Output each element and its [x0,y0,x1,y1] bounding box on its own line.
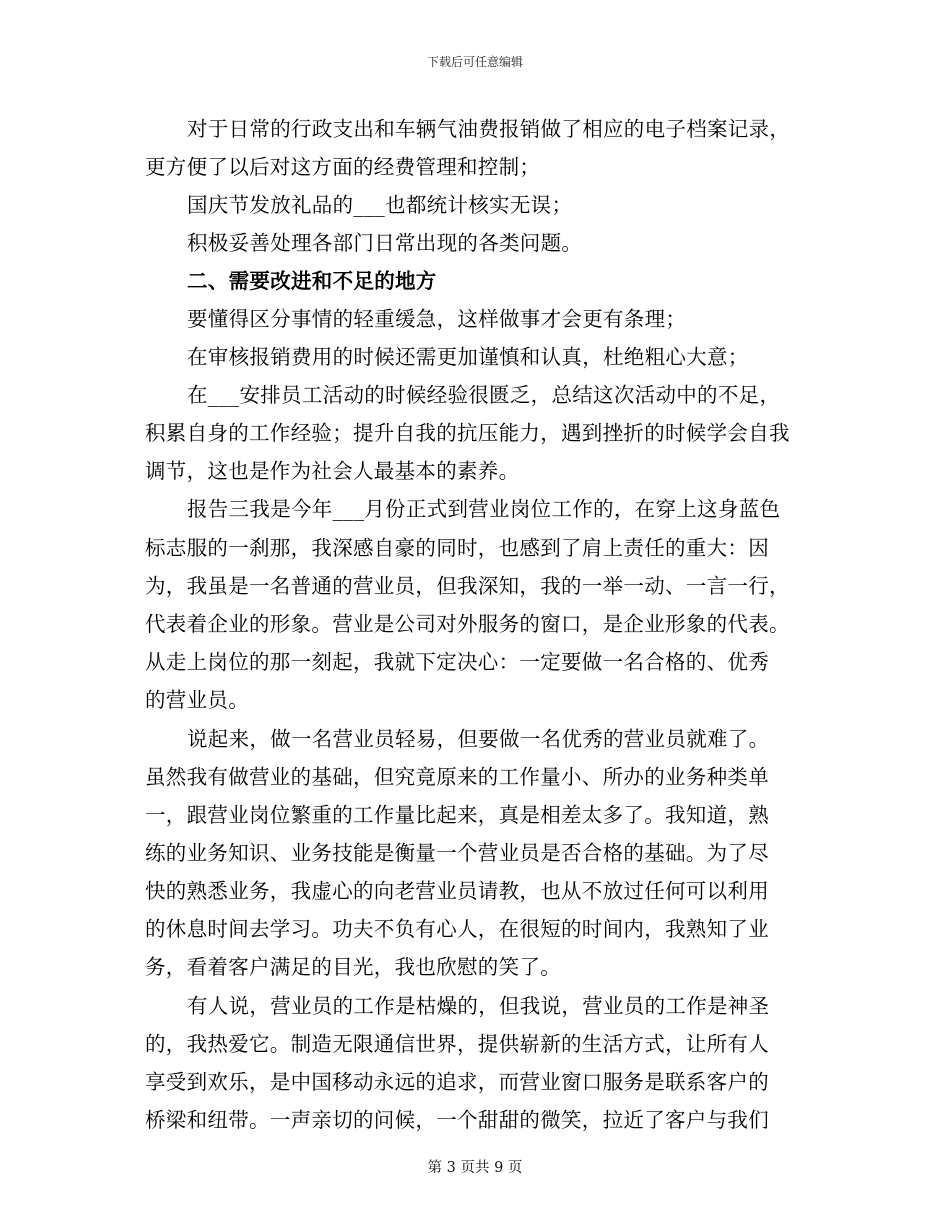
text-line: 练的业务知识、业务技能是衡量一个营业员是否合格的基础。为了尽 [145,841,769,865]
text-line: 代表着企业的形象。营业是公司对外服务的窗口，是企业形象的代表。 [145,612,790,636]
text-line: 的，我热爱它。制造无限通信世界，提供崭新的生活方式，让所有人 [145,1032,769,1056]
text-line: 务，看着客户满足的目光，我也欣慰的笑了。 [145,955,561,979]
text-line: 积极妥善处理各部门日常出现的各类问题。 [187,231,583,255]
text-line: 的休息时间去学习。功夫不负有心人，在很短的时间内，我熟知了业 [145,917,769,941]
text-line: 更方便了以后对这方面的经费管理和控制； [145,155,541,179]
text-line: 桥梁和纽带。一声亲切的问候，一个甜甜的微笑，拉近了客户与我们 [145,1108,769,1132]
text-line: 对于日常的行政支出和车辆气油费报销做了相应的电子档案记录， [187,117,791,141]
text-line: 的营业员。 [145,688,249,712]
text-line: 要懂得区分事情的轻重缓急，这样做事才会更有条理； [187,307,687,331]
text-line: 从走上岗位的那一刻起，我就下定决心：一定要做一名合格的、优秀 [145,650,769,674]
text-line: 有人说，营业员的工作是枯燥的，但我说，营业员的工作是神圣 [187,994,770,1018]
text-line: 在审核报销费用的时候还需更加谨慎和认真，杜绝粗心大意； [187,345,749,369]
section-heading: 二、需要改进和不足的地方 [187,269,437,293]
text-line: 享受到欢乐，是中国移动永远的追求，而营业窗口服务是联系客户的 [145,1070,769,1094]
text-line: 标志服的一刹那，我深感自豪的同时，也感到了肩上责任的重大：因 [145,536,769,560]
text-line: 在___安排员工活动的时候经验很匮乏，总结这次活动中的不足， [187,383,781,407]
text-line: 为，我虽是一名普通的营业员，但我深知，我的一举一动、一言一行， [145,574,790,598]
text-line: 一，跟营业岗位繁重的工作量比起来，真是相差太多了。我知道，熟 [145,803,769,827]
text-line: 说起来，做一名营业员轻易，但要做一名优秀的营业员就难了。 [187,727,770,751]
text-line: 报告三我是今年___月份正式到营业岗位工作的，在穿上这身蓝色 [187,497,781,521]
text-line: 快的熟悉业务，我虚心的向老营业员请教，也从不放过任何可以利用 [145,879,769,903]
text-line: 调节，这也是作为社会人最基本的素养。 [145,459,520,483]
page-footer: 第 3 页共 9 页 [427,1160,523,1176]
text-line: 积累自身的工作经验；提升自我的抗压能力，遇到挫折的时候学会自我 [145,421,790,445]
text-line: 国庆节发放礼品的___也都统计核实无误； [187,193,573,217]
page-header: 下载后可任意编辑 [426,55,523,69]
text-line: 虽然我有做营业的基础，但究竟原来的工作量小、所办的业务种类单 [145,765,769,789]
